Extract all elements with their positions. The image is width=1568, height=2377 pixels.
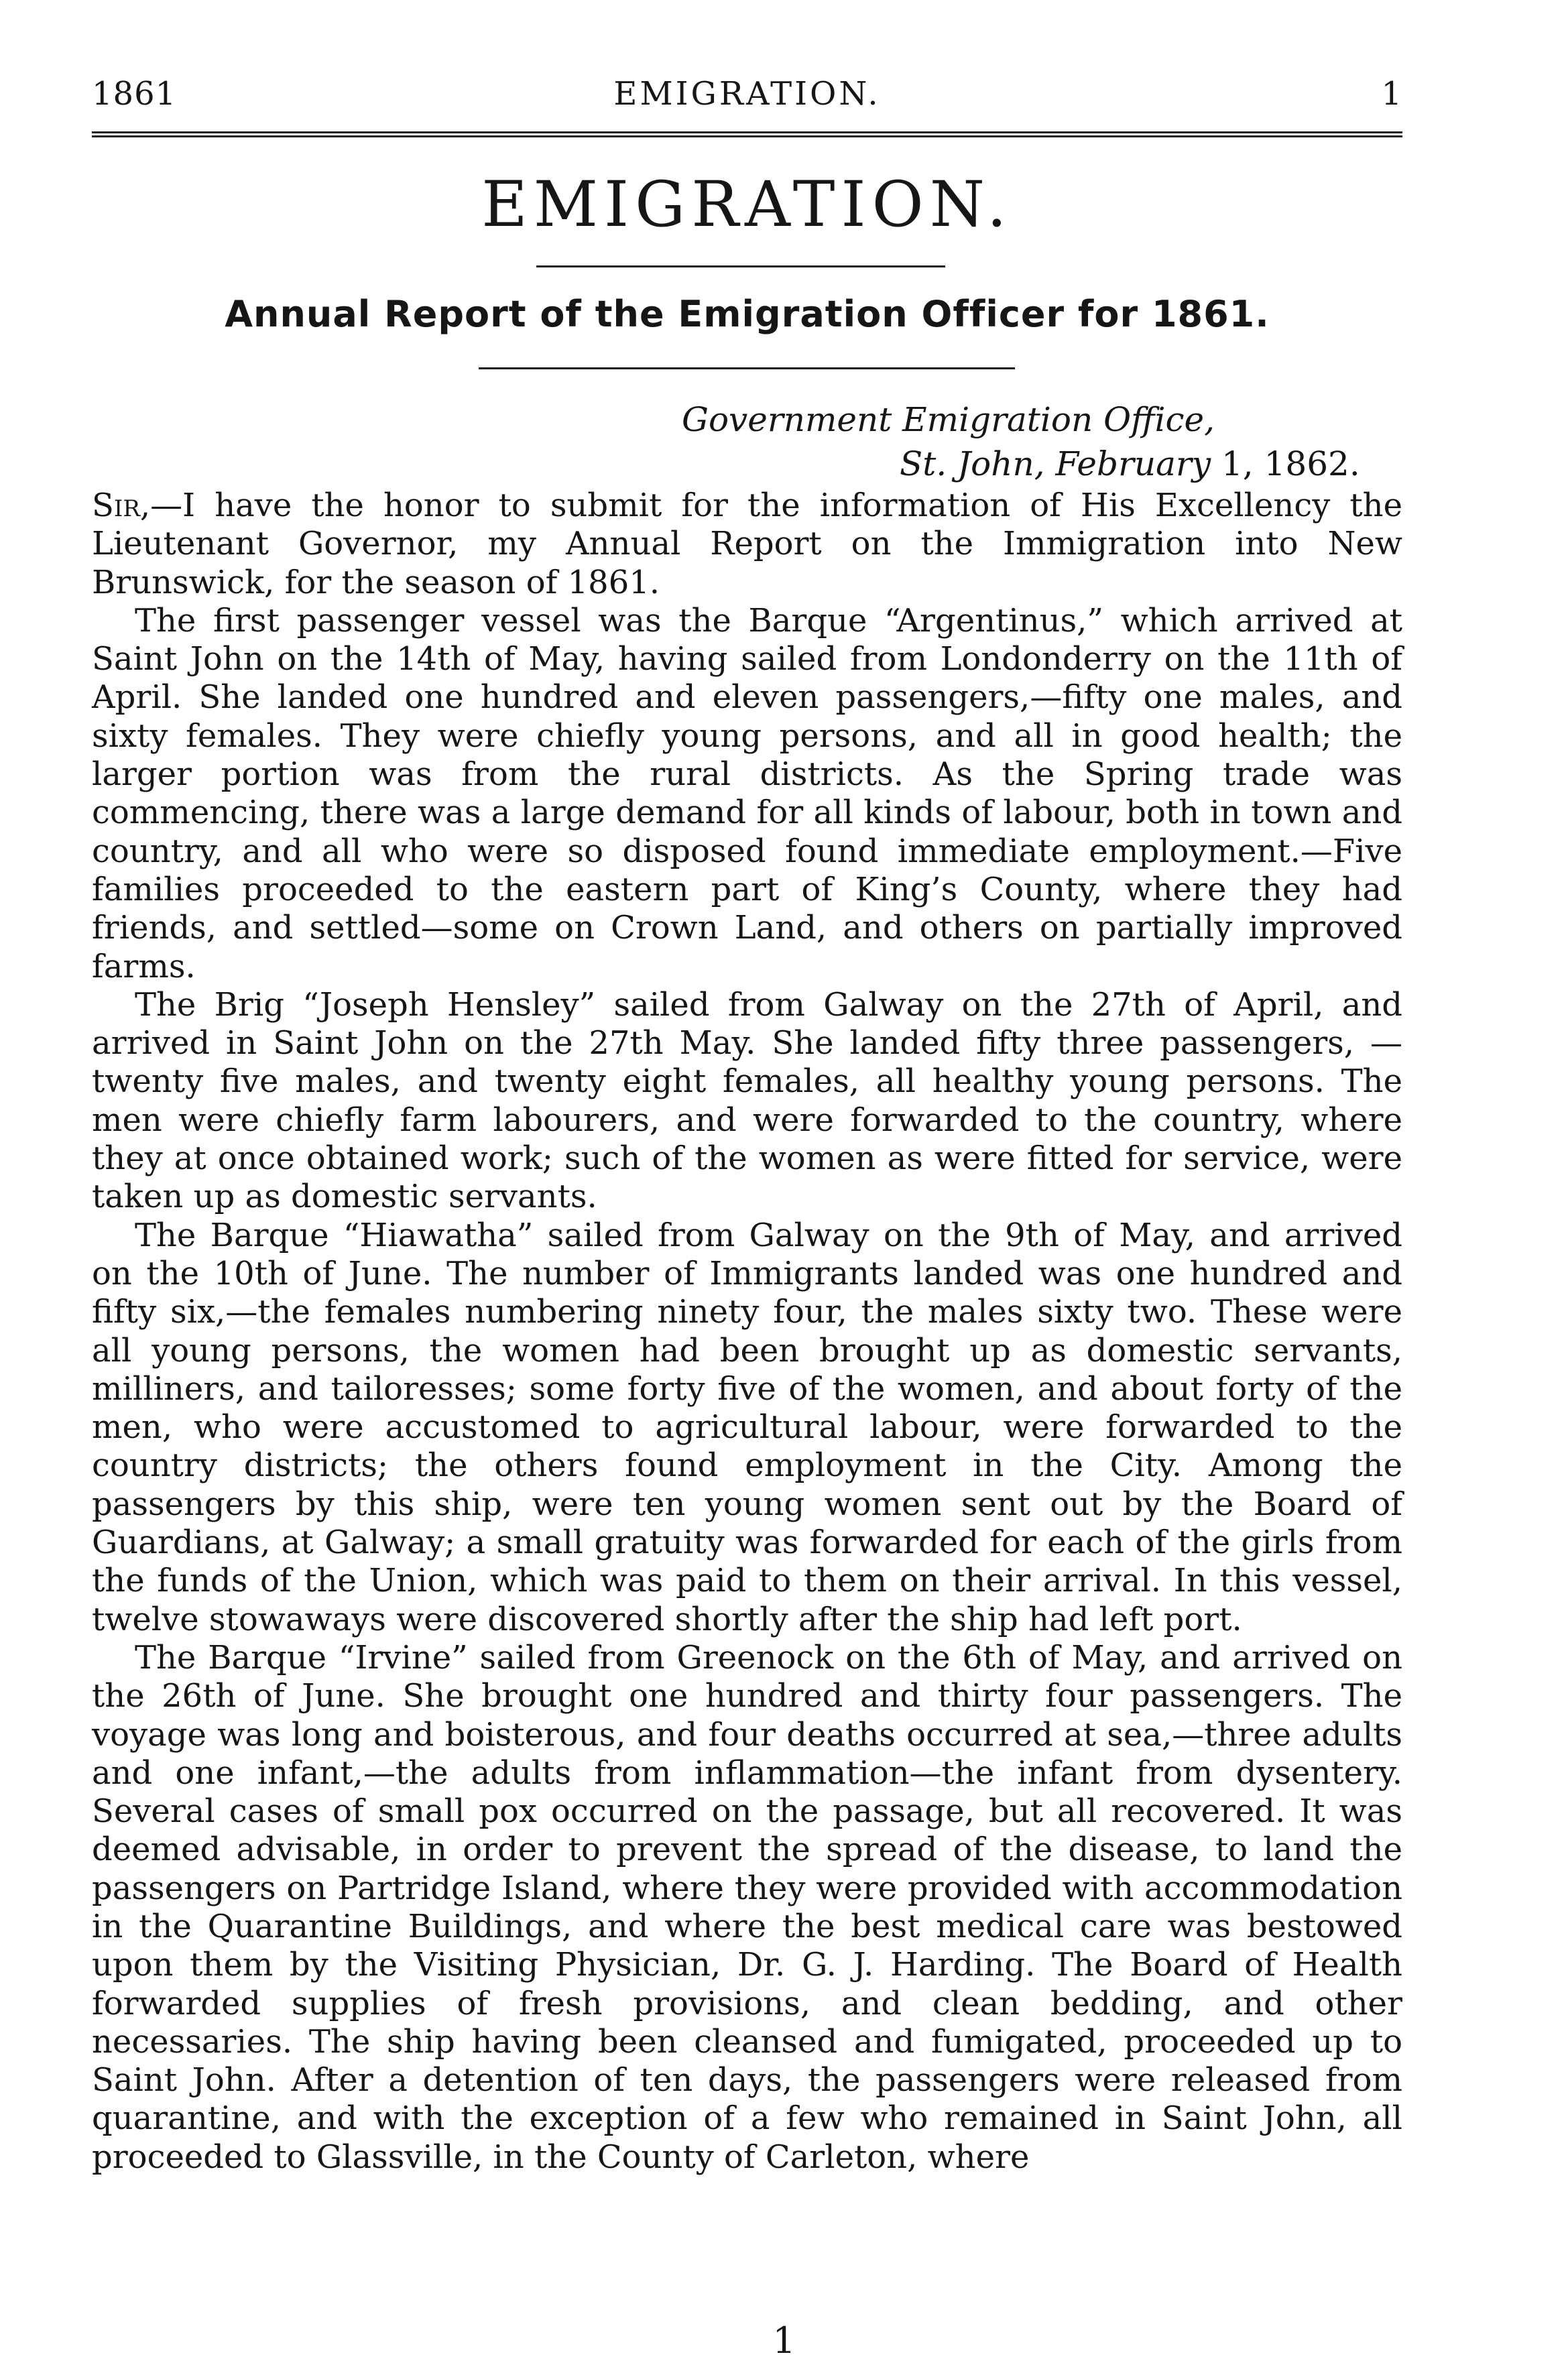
paragraph-salutation [92,487,1402,602]
title-rule [536,265,945,267]
dateline-day-year: 1, 1862. [1211,444,1360,483]
paragraph-irvine: The Barque “Irvine” sailed from Greenock on the 6th of May, and arrived on the 26th of June. She brought one hundred and thirty four passengers. The voyage was long and boisterous, and four deaths occurred at sea,—three adults and one infant,—the adults from inflammation—the infant from dysentery. Several cases of small pox occurred on the passage, but all recovered. It was deemed advisable, in order to prevent the spread of the disease, to land the passengers on Partridge Island, where they were provided with accommodation in the Quarantine Buildings, and where the best medical care was bestowed upon them by the Visiting Physician, Dr. G. J. Harding. The Board of Health forwarded supplies of fresh provisions, and clean bedding, and other necessaries. The ship having been cleansed and fumigated, proceeded up to Saint John. After a detention of ten days, the passengers were released from quarantine, and with the exception of a few who remained in Saint John, all proceeded to Glassville, in the County of Carleton, where [92,1638,1402,2176]
dateline-office: Government Emigration Office, [682,400,1215,439]
subtitle-rule [479,367,1015,369]
page-title: EMIGRATION. [481,168,1013,241]
paragraph-hiawatha: The Barque “Hiawatha” sailed from Galway on the 9th of May, and arrived on the 10th of June. The number of Immigrants landed was one hundred and fifty six,—the females numbering ninety four, the males sixty two. These were all young persons, the women had been brought up as domestic servants, milliners, and tailoresses; some forty five of the women, and about forty of the men, who were accustomed to agricultural labour, were forwarded to the country districts; the others found employment in the City. Among the passengers by this ship, were ten young women sent out by the Board of Guardians, at Galway; a small gratuity was forwarded for each of the girls from the funds of the Union, which was paid to them on their arrival. In this vessel, twelve stowaways were discovered shortly after the ship had left port. [92,1216,1402,1638]
paragraph-text: —I have the honor to submit for the information of His Excellency the Lieutenant Governor, my Annual Report on the Immigration into New Brunswick, for the season of 1861. [92,487,1402,601]
header-double-rule [92,131,1402,137]
running-head-year: 1861 [92,75,177,113]
running-head-section: EMIGRATION. [613,75,881,113]
running-head-page-number: 1 [1381,75,1402,113]
paragraph-joseph-hensley: The Brig “Joseph Hensley” sailed from Galway on the 27th of April, and arrived in Saint John on the 27th May. She landed fifty three passengers, —twenty five males, and twenty eight females, all healthy young persons. The men were chiefly farm labourers, and were forwarded to the country, where they at once obtained work; such of the women as were fitted for service, were taken up as domestic servants. [92,985,1402,1216]
running-head [92,72,1402,115]
dateline-date [92,442,1402,485]
salutation: Sir, [92,487,151,524]
page-folio: 1 [772,2319,796,2362]
paragraph-argentinus: The first passenger vessel was the Barque “Argentinus,” which arrived at Saint John on the 14th of May, having sailed from Londonderry on the 11th of April. She landed one hundred and eleven passengers,—fifty one males, and sixty females. They were chiefly young persons, and all in good health; the larger portion was from the rural districts. As the Spring trade was commencing, there was a large demand for all kinds of labour, both in town and country, and all who were so disposed found immediate employment.—Five families proceeded to the eastern part of King’s County, where they had friends, and settled—some on Crown Land, and others on partially improved farms. [92,601,1402,985]
report-subtitle: Annual Report of the Emigration Officer for 1861. [225,293,1270,335]
dateline-place: St. John, February [900,444,1211,483]
report-body [92,487,1402,2177]
